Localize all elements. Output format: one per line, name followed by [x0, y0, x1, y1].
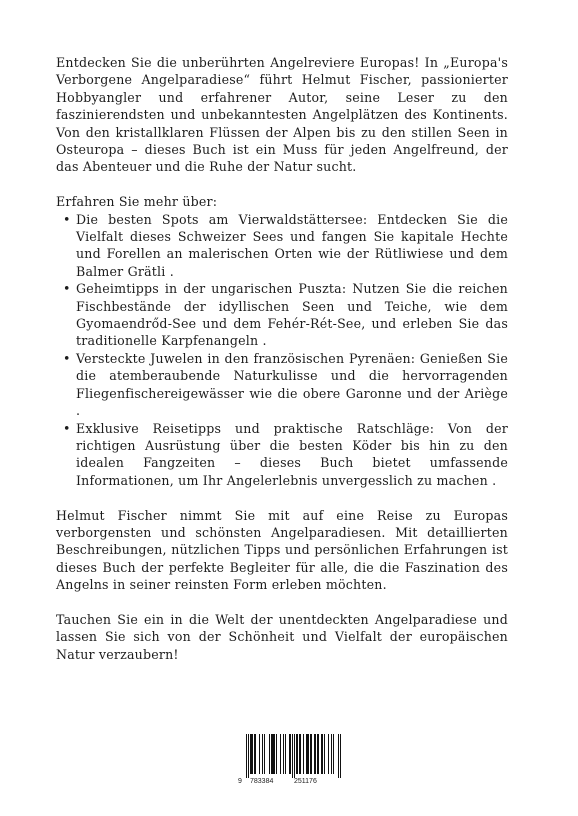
- barcode-bar: [280, 734, 281, 774]
- barcode-bar: [289, 734, 290, 774]
- barcode-bar: [314, 734, 315, 774]
- barcode-bar: [269, 734, 270, 774]
- bullet-icon: •: [63, 211, 71, 227]
- list-item: [56, 420, 508, 490]
- barcode-bar: [292, 734, 293, 778]
- barcode-bar: [262, 734, 263, 774]
- barcode-bar: [317, 734, 318, 774]
- barcode-digits: [236, 778, 346, 790]
- paragraph-gap: [56, 594, 508, 611]
- barcode-first-digit: 9: [238, 778, 242, 785]
- barcode-bar: [254, 734, 255, 774]
- barcode-bar: [264, 734, 265, 774]
- barcode-bar: [296, 734, 297, 774]
- barcode-bar: [321, 734, 322, 774]
- list-item-text: Die besten Spots am Vierwaldstättersee: Entdecken Sie die Vielfalt dieses Schweizer Sees und fangen Sie kapitale Hechte und Forellen an malerischen Orten wie der Rütliwiese und dem Balmer Grätli .: [76, 211, 508, 279]
- barcode-bar: [299, 734, 300, 774]
- barcode-bar: [248, 734, 249, 778]
- list-item: [56, 280, 508, 350]
- barcode-bar: [250, 734, 251, 774]
- barcode-bar: [300, 734, 301, 774]
- list-item-text: Exklusive Reisetipps und praktische Ratschläge: Von der richtigen Ausrüstung über die besten Köder bis hin zu den idealen Fangzeiten – dieses Buch bietet umfassende Informationen, um Ihr Angelerlebnis unvergesslich zu machen .: [76, 420, 508, 488]
- barcode-left-group: 783384: [250, 778, 274, 785]
- barcode-bar: [307, 734, 308, 774]
- barcode-bar: [276, 734, 277, 774]
- barcode-bar: [273, 734, 274, 774]
- barcode-bar: [318, 734, 319, 774]
- barcode-bar: [274, 734, 275, 774]
- barcode-bar: [252, 734, 253, 774]
- bullet-icon: •: [63, 350, 71, 366]
- highlights-list: [56, 211, 508, 490]
- barcode-bar: [333, 734, 334, 774]
- learn-heading: Erfahren Sie mehr über:: [56, 194, 218, 210]
- barcode-bar: [306, 734, 307, 774]
- barcode-bar: [283, 734, 284, 774]
- barcode-bar: [315, 734, 316, 774]
- barcode-bar: [259, 734, 260, 774]
- bullet-icon: •: [63, 420, 71, 436]
- barcode-bar: [272, 734, 273, 774]
- paragraph-gap: [56, 489, 508, 506]
- barcode-bar: [322, 734, 323, 774]
- barcode-bar: [310, 734, 311, 774]
- barcode-bar: [340, 734, 341, 778]
- list-item-text: Geheimtipps in der ungarischen Puszta: Nutzen Sie die reichen Fischbestände der idyllischen Seen und Teiche, wie dem Gyomaendrőd-See und dem Fehér-Rét-See, und erleben Sie das traditionelle Karpfenangeln .: [76, 281, 508, 349]
- author-paragraph: Helmut Fischer nimmt Sie mit auf eine Reise zu Europas verborgensten und schönsten Angelparadiesen. Mit detaillierten Beschreibungen, nützlichen Tipps und persönlichen Erfahrungen ist dieses Buch der perfekte Begleiter für alle, die die Faszination des Angelns in seiner reinsten Form erleben möchten.: [56, 507, 508, 593]
- barcode-bar: [324, 734, 325, 774]
- list-item-text: Versteckte Juwelen in den französischen Pyrenäen: Genießen Sie die atemberaubende Naturkulisse und die hervorragenden Fliegenfischereigewässer wie die obere Garonne und der Ariège .: [76, 350, 508, 419]
- bullet-icon: •: [63, 281, 71, 297]
- intro-paragraph: Entdecken Sie die unberührten Angelreviere Europas! In „Europa's Verborgene Angelparadiese“ führt Helmut Fischer, passionierter Hobbyangler und erfahrener Autor, seine Leser zu den faszinierendsten und unbekanntesten Angelplätzen des Kontinents. Von den kristallklaren Flüssen der Alpen bis zu den stillen Seen in Osteuropa – dieses Buch ist ein Muss für jeden Angelfreund, der das Abenteuer und die Ruhe der Natur sucht.: [56, 55, 508, 175]
- isbn-barcode: [236, 734, 346, 790]
- barcode-bar: [285, 734, 286, 774]
- barcode-bar: [338, 734, 339, 778]
- barcode-right-group: 251176: [294, 778, 317, 785]
- list-item: [56, 350, 508, 420]
- blurb-text: [56, 54, 508, 663]
- barcode-bars: [236, 734, 346, 778]
- barcode-bar: [246, 734, 247, 778]
- barcode-bar: [255, 734, 256, 774]
- barcode-bar: [290, 734, 291, 774]
- paragraph-gap: [56, 176, 508, 193]
- barcode-bar: [331, 734, 332, 774]
- barcode-bar: [328, 734, 329, 774]
- list-item: [56, 211, 508, 281]
- closing-paragraph: Tauchen Sie ein in die Welt der unentdeckten Angelparadiese und lassen Sie sich von der Schönheit und Vielfalt der europäischen Natur verzaubern!: [56, 611, 508, 662]
- barcode-bar: [311, 734, 312, 774]
- barcode-bar: [271, 734, 272, 774]
- barcode-bar: [303, 734, 304, 774]
- barcode-bar: [294, 734, 295, 778]
- barcode-bar: [251, 734, 252, 774]
- barcode-bar: [297, 734, 298, 774]
- barcode-bar: [308, 734, 309, 774]
